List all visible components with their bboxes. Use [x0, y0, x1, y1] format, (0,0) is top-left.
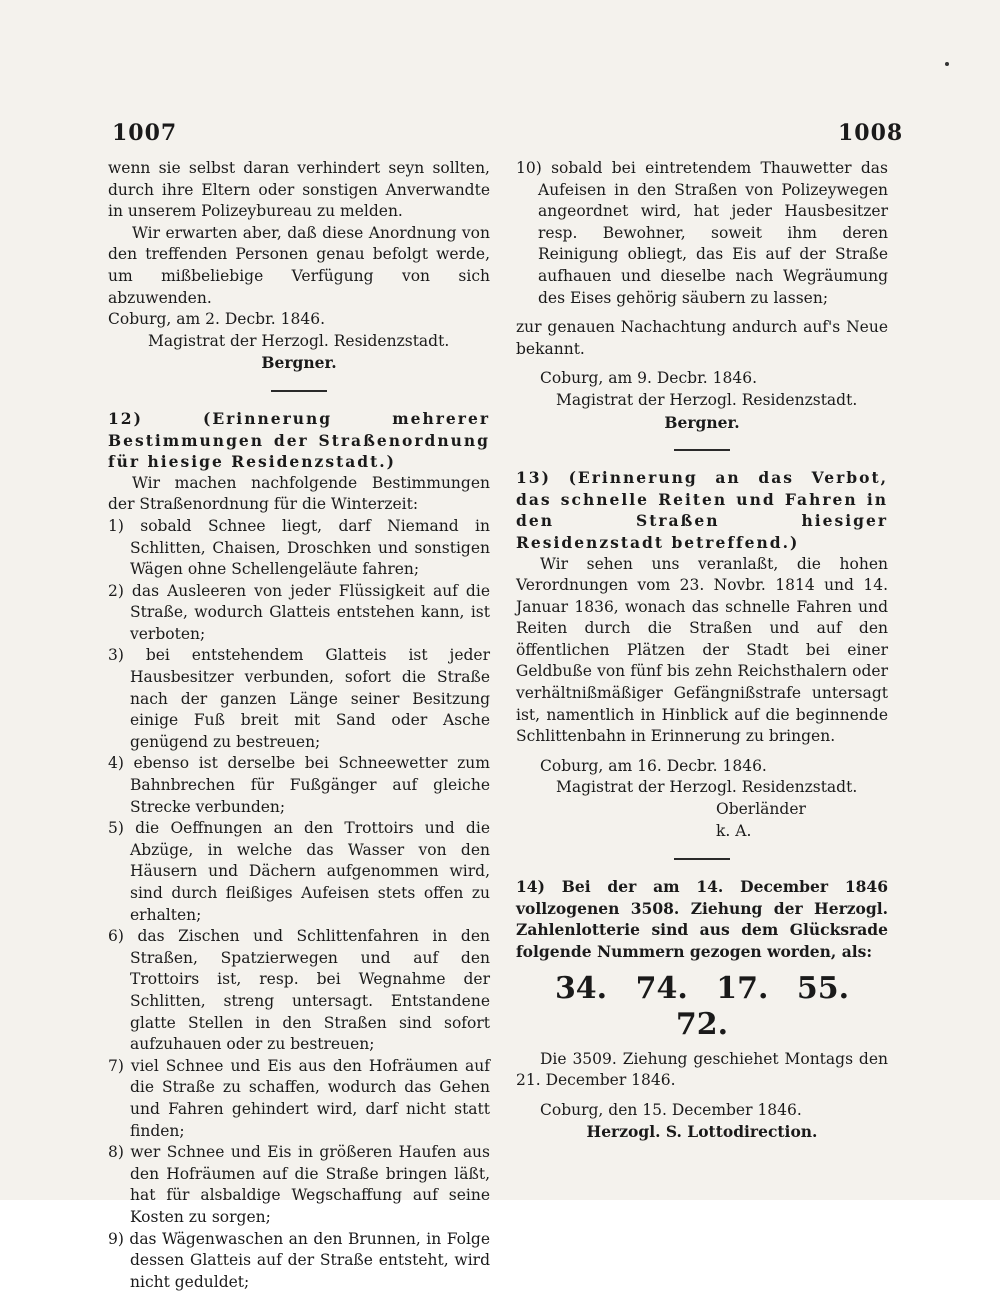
list-item: 6) das Zischen und Schlittenfahren in den Straßen, Spatzierwegen und auf den Trottoirs ist, resp. bei Wegnahme der Schlitten, streng untersagt. Entstandene glatte Stellen in den Straßen sind sofort aufzuhauen oder zu bestreuen;: [108, 926, 490, 1056]
date-line: Coburg, den 15. December 1846.: [516, 1100, 888, 1122]
rules-list-continued: [516, 158, 888, 309]
rules-list: [108, 516, 490, 1293]
date-line: Coburg, am 16. Decbr. 1846.: [516, 756, 888, 778]
right-column: [516, 158, 888, 1143]
section-13-heading: 13) (Erinnerung an das Verbot, das schnelle Reiten und Fahren in den Straßen hiesiger Residenzstadt betreffend.): [516, 467, 888, 553]
section-divider: [674, 858, 730, 860]
section-14-text: 14) Bei der am 14. December 1846 vollzogenen 3508. Ziehung der Herzogl. Zahlenlotterie sind aus dem Glücksrade folgende Nummern gezogen worden, als:: [516, 876, 888, 962]
list-item: 3) bei entstehendem Glatteis ist jeder Hausbesitzer verbunden, sofort die Straße nach der ganzen Länge seiner Besitzung einige Fuß breit mit Sand oder Asche genügend zu bestreuen;: [108, 645, 490, 753]
signatory-suffix: k. A.: [716, 821, 888, 843]
lottery-numbers: 34. 74. 17. 55. 72.: [516, 971, 888, 1043]
list-item: 7) viel Schnee und Eis aus den Hofräumen auf die Straße zu schaffen, wodurch das Gehen und Fahren gehindert wird, darf nicht statt finden;: [108, 1056, 490, 1142]
page-number-right: 1008: [838, 120, 903, 146]
date-line: Coburg, am 9. Decbr. 1846.: [516, 368, 888, 390]
list-item: 4) ebenso ist derselbe bei Schneewetter zum Bahnbrechen für Fußgänger auf gleiche Strecke verbunden;: [108, 753, 490, 818]
signatory-name: Oberländer: [716, 799, 888, 821]
signatory: Bergner.: [108, 352, 490, 374]
continuation-text: wenn sie selbst daran verhindert seyn sollten, durch ihre Eltern oder sonstigen Anverwandte in unserem Polizeybureau zu melden.: [108, 158, 490, 223]
list-item: 10) sobald bei eintretendem Thauwetter das Aufeisen in den Straßen von Polizeywegen angeordnet wird, hat jeder Hausbesitzer resp. Bewohner, soweit ihm deren Reinigung obliegt, das Eis auf der Straße aufhauen und dieselbe nach Wegräumung des Eises gehörig säubern zu lassen;: [516, 158, 888, 309]
list-item: 1) sobald Schnee liegt, darf Niemand in Schlitten, Chaisen, Droschken und sonstigen Wägen ohne Schellengeläute fahren;: [108, 516, 490, 581]
list-item: 8) wer Schnee und Eis in größeren Haufen aus den Hofräumen auf die Straße bringen läßt, hat für alsbaldige Wegschaffung auf seine Kosten zu sorgen;: [108, 1142, 490, 1228]
list-item: 9) das Wägenwaschen an den Brunnen, in Folge dessen Glatteis auf der Straße entsteht, wird nicht geduldet;: [108, 1229, 490, 1293]
closing-line: zur genauen Nachachtung andurch auf's Neue bekannt.: [516, 317, 888, 360]
section-12-intro: Wir machen nachfolgende Bestimmungen der Straßenordnung für die Winterzeit:: [108, 473, 490, 516]
section-divider: [674, 449, 730, 451]
signatory: Bergner.: [516, 412, 888, 434]
authority-line: Magistrat der Herzogl. Residenzstadt.: [148, 331, 490, 353]
section-divider: [271, 390, 327, 392]
section-12-heading: 12) (Erinnerung mehrerer Bestimmungen der Straßenordnung für hiesige Residenzstadt.): [108, 408, 490, 473]
print-speck: [945, 62, 949, 66]
list-item: 5) die Oeffnungen an den Trottoirs und die Abzüge, in welche das Wasser von den Häusern und Dächern aufgenommen wird, sind durch fleißiges Aufeisen stets offen zu erhalten;: [108, 818, 490, 926]
authority-line: Herzogl. S. Lottodirection.: [516, 1121, 888, 1143]
page-number-left: 1007: [112, 120, 177, 146]
section-13-text: Wir sehen uns veranlaßt, die hohen Verordnungen vom 23. Novbr. 1814 und 14. Januar 1836, wonach das schnelle Fahren und Reiten durch die Straßen und auf den öffentlichen Plätzen der Stadt bei einer Geldbuße von fünf bis zehn Reichsthalern oder verhältnißmäßiger Gefängnißstrafe untersagt ist, namentlich in Hinblick auf die beginnende Schlittenbahn in Erinnerung zu bringen.: [516, 554, 888, 748]
closing-paragraph: Wir erwarten aber, daß diese Anordnung von den treffenden Personen genau befolgt werde, um mißbeliebige Verfügung von sich abzuwenden.: [108, 223, 490, 309]
authority-line: Magistrat der Herzogl. Residenzstadt.: [556, 777, 888, 799]
list-item: 2) das Ausleeren von jeder Flüssigkeit auf die Straße, wodurch Glatteis entstehen kann, ist verboten;: [108, 581, 490, 646]
left-column: [108, 158, 490, 1293]
date-line: Coburg, am 2. Decbr. 1846.: [108, 309, 490, 331]
next-draw-notice: Die 3509. Ziehung geschiehet Montags den 21. December 1846.: [516, 1049, 888, 1092]
authority-line: Magistrat der Herzogl. Residenzstadt.: [556, 390, 888, 412]
